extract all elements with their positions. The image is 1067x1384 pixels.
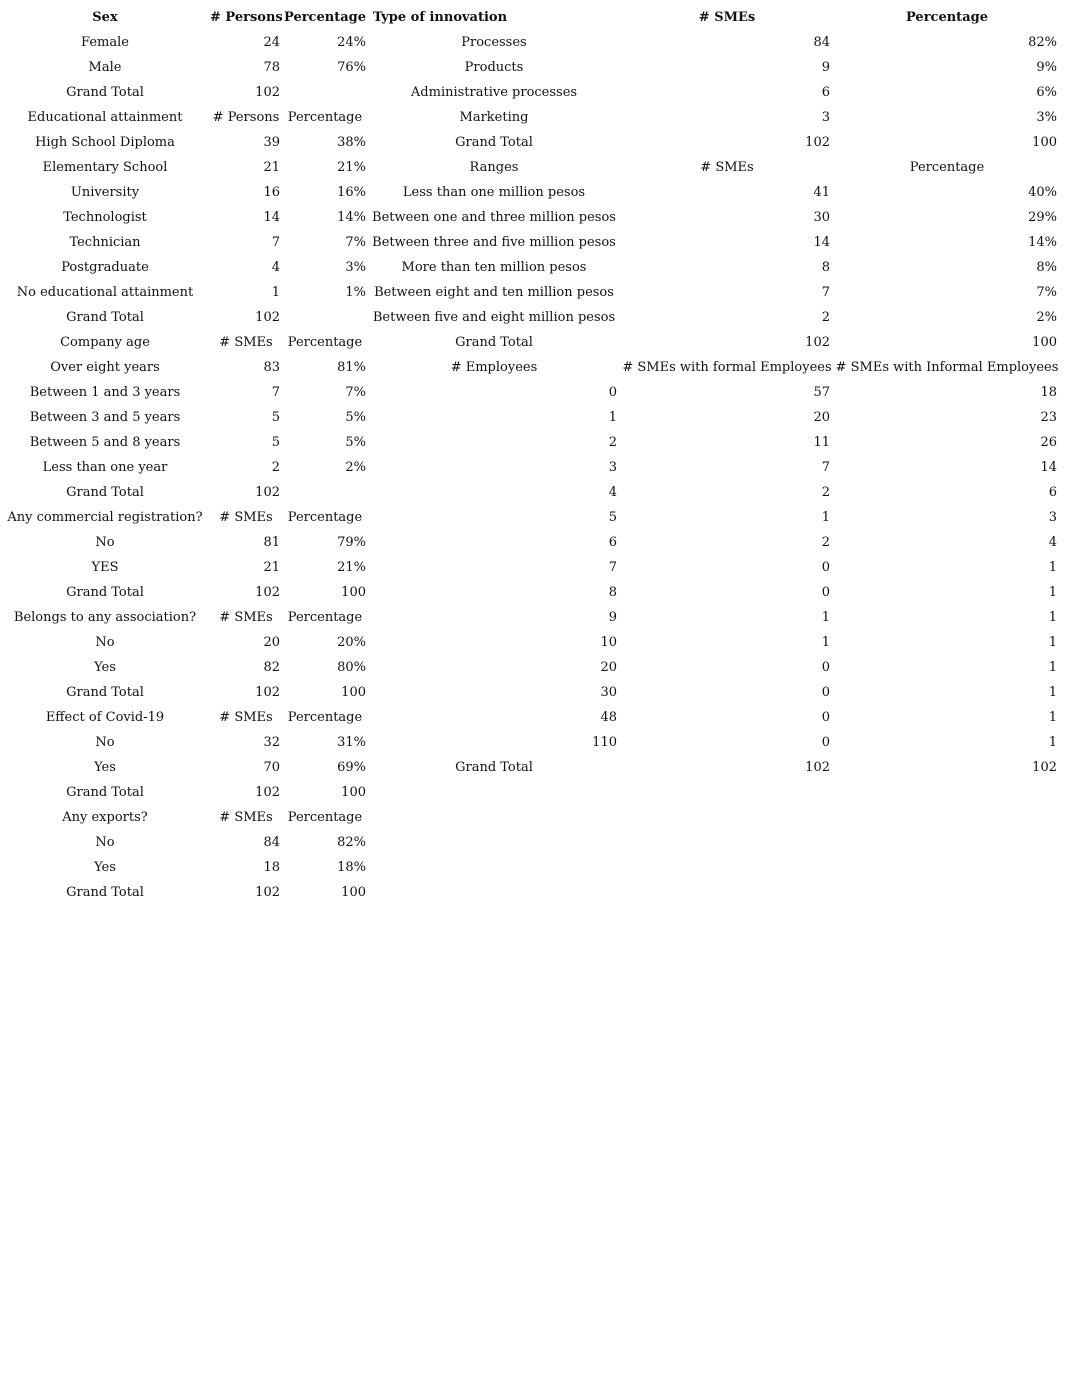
table-row bbox=[0, 305, 1067, 330]
header-count: # SMEs bbox=[698, 10, 756, 25]
row-label: 4 bbox=[608, 485, 617, 500]
table-row bbox=[0, 830, 1067, 855]
row-label: Postgraduate bbox=[61, 260, 149, 275]
table-row bbox=[0, 705, 1067, 730]
header-percentage: Percentage bbox=[287, 335, 363, 350]
total-count: 102 bbox=[255, 885, 280, 900]
row-percentage: 3% bbox=[345, 260, 366, 275]
row-percentage: 7% bbox=[345, 385, 366, 400]
row-label: Yes bbox=[94, 760, 116, 775]
row-label: YES bbox=[91, 560, 119, 575]
table-row bbox=[0, 230, 1067, 255]
row-percentage: 81% bbox=[337, 360, 366, 375]
header-category: Company age bbox=[60, 335, 150, 350]
header-percentage: Percentage bbox=[287, 510, 363, 525]
row-percentage: 14% bbox=[337, 210, 366, 225]
row-label: Less than one year bbox=[42, 460, 168, 475]
table-row bbox=[0, 630, 1067, 655]
row-count: 0 bbox=[821, 685, 830, 700]
row-percentage: 18 bbox=[1040, 385, 1057, 400]
row-count: 0 bbox=[821, 560, 830, 575]
row-count: 7 bbox=[271, 385, 280, 400]
total-label: Grand Total bbox=[455, 135, 533, 150]
row-percentage: 2% bbox=[1036, 310, 1057, 325]
row-count: 24 bbox=[263, 35, 280, 50]
row-count: 30 bbox=[813, 210, 830, 225]
header-category: Any exports? bbox=[62, 810, 148, 825]
row-label: 7 bbox=[608, 560, 617, 575]
row-count: 2 bbox=[271, 460, 280, 475]
total-percentage: 100 bbox=[341, 785, 366, 800]
row-count: 14 bbox=[813, 235, 830, 250]
total-percentage: 102 bbox=[1032, 760, 1057, 775]
row-label: No educational attainment bbox=[16, 285, 194, 300]
row-count: 78 bbox=[263, 60, 280, 75]
total-percentage: 100 bbox=[341, 885, 366, 900]
row-count: 3 bbox=[821, 110, 830, 125]
row-percentage: 3 bbox=[1048, 510, 1057, 525]
row-label: 1 bbox=[608, 410, 617, 425]
header-count: # SMEs bbox=[219, 710, 273, 725]
header-count: # SMEs with formal Employees bbox=[622, 360, 832, 375]
table-row bbox=[0, 405, 1067, 430]
row-count: 18 bbox=[263, 860, 280, 875]
row-percentage: 14% bbox=[1028, 235, 1057, 250]
row-percentage: 6% bbox=[1036, 85, 1057, 100]
row-count: 32 bbox=[263, 735, 280, 750]
row-count: 21 bbox=[263, 560, 280, 575]
row-percentage: 14 bbox=[1040, 460, 1057, 475]
row-percentage: 1 bbox=[1048, 735, 1057, 750]
row-label: Elementary School bbox=[42, 160, 168, 175]
row-percentage: 5% bbox=[345, 410, 366, 425]
row-label: More than ten million pesos bbox=[401, 260, 587, 275]
row-count: 84 bbox=[813, 35, 830, 50]
total-count: 102 bbox=[255, 85, 280, 100]
row-label: Between 5 and 8 years bbox=[29, 435, 181, 450]
row-percentage: 40% bbox=[1028, 185, 1057, 200]
row-label: Between 1 and 3 years bbox=[29, 385, 181, 400]
row-percentage: 1 bbox=[1048, 660, 1057, 675]
row-percentage: 7% bbox=[1036, 285, 1057, 300]
table-row bbox=[0, 555, 1067, 580]
row-count: 1 bbox=[821, 635, 830, 650]
header-category: Belongs to any association? bbox=[13, 610, 197, 625]
row-label: Over eight years bbox=[50, 360, 160, 375]
table-row bbox=[0, 530, 1067, 555]
row-percentage: 9% bbox=[1036, 60, 1057, 75]
row-label: No bbox=[95, 735, 115, 750]
row-count: 0 bbox=[821, 735, 830, 750]
table-header-employees bbox=[0, 355, 1067, 380]
row-count: 9 bbox=[821, 60, 830, 75]
table-row bbox=[0, 430, 1067, 455]
row-count: 7 bbox=[271, 235, 280, 250]
row-percentage: 8% bbox=[1036, 260, 1057, 275]
row-count: 11 bbox=[813, 435, 830, 450]
row-count: 8 bbox=[821, 260, 830, 275]
row-count: 2 bbox=[821, 485, 830, 500]
row-count: 57 bbox=[813, 385, 830, 400]
grand-total-row bbox=[0, 880, 1067, 905]
row-count: 5 bbox=[271, 410, 280, 425]
table-header-innovation bbox=[0, 5, 1067, 30]
row-label: Yes bbox=[94, 860, 116, 875]
header-percentage: # SMEs with Informal Employees bbox=[835, 360, 1059, 375]
row-count: 21 bbox=[263, 160, 280, 175]
header-percentage: Percentage bbox=[287, 710, 363, 725]
row-count: 7 bbox=[821, 285, 830, 300]
table-row bbox=[0, 505, 1067, 530]
row-percentage: 1 bbox=[1048, 585, 1057, 600]
row-count: 20 bbox=[263, 635, 280, 650]
header-percentage: Percentage bbox=[284, 10, 366, 25]
total-label: Grand Total bbox=[66, 885, 144, 900]
header-percentage: Percentage bbox=[906, 10, 988, 25]
row-label: 6 bbox=[608, 535, 617, 550]
row-label: Between one and three million pesos bbox=[372, 210, 616, 225]
table-row bbox=[0, 730, 1067, 755]
table-row bbox=[0, 855, 1067, 880]
row-label: Processes bbox=[461, 35, 527, 50]
row-label: Between five and eight million pesos bbox=[372, 310, 616, 325]
row-count: 0 bbox=[821, 710, 830, 725]
row-label: Between eight and ten million pesos bbox=[374, 285, 614, 300]
total-count: 102 bbox=[255, 485, 280, 500]
row-count: 39 bbox=[263, 135, 280, 150]
row-label: 3 bbox=[608, 460, 617, 475]
table-row bbox=[0, 205, 1067, 230]
row-percentage: 23 bbox=[1040, 410, 1057, 425]
total-count: 102 bbox=[805, 760, 830, 775]
table-row bbox=[0, 55, 1067, 80]
row-percentage: 69% bbox=[337, 760, 366, 775]
header-category: Ranges bbox=[469, 160, 519, 175]
table-row bbox=[0, 480, 1067, 505]
row-label: 8 bbox=[608, 585, 617, 600]
row-percentage: 26 bbox=[1040, 435, 1057, 450]
header-percentage: Percentage bbox=[909, 160, 985, 175]
row-percentage: 21% bbox=[337, 560, 366, 575]
grand-total-row bbox=[0, 130, 1067, 155]
total-label: Grand Total bbox=[66, 585, 144, 600]
total-percentage: 100 bbox=[1032, 335, 1057, 350]
row-count: 0 bbox=[821, 585, 830, 600]
total-label: Grand Total bbox=[455, 335, 533, 350]
grand-total-row bbox=[0, 755, 1067, 780]
row-percentage: 24% bbox=[337, 35, 366, 50]
row-label: 20 bbox=[600, 660, 617, 675]
row-label: No bbox=[95, 535, 115, 550]
header-category: Sex bbox=[92, 10, 118, 25]
row-percentage: 2% bbox=[345, 460, 366, 475]
table-row bbox=[0, 280, 1067, 305]
header-percentage: Percentage bbox=[287, 810, 363, 825]
row-label: 110 bbox=[592, 735, 617, 750]
total-count: 102 bbox=[255, 310, 280, 325]
row-count: 5 bbox=[271, 435, 280, 450]
row-label: Technologist bbox=[63, 210, 147, 225]
row-label: Marketing bbox=[459, 110, 529, 125]
row-label: Between 3 and 5 years bbox=[29, 410, 181, 425]
row-label: High School Diploma bbox=[35, 135, 175, 150]
row-percentage: 1 bbox=[1048, 635, 1057, 650]
row-percentage: 16% bbox=[337, 185, 366, 200]
table-row bbox=[0, 655, 1067, 680]
total-label: Grand Total bbox=[455, 760, 533, 775]
row-percentage: 4 bbox=[1048, 535, 1057, 550]
row-percentage: 1 bbox=[1048, 610, 1057, 625]
table-row bbox=[0, 605, 1067, 630]
row-label: University bbox=[70, 185, 140, 200]
header-count: # Persons bbox=[212, 110, 280, 125]
table-row bbox=[0, 255, 1067, 280]
total-count: 102 bbox=[255, 785, 280, 800]
row-count: 20 bbox=[813, 410, 830, 425]
header-percentage: Percentage bbox=[287, 110, 363, 125]
total-count: 102 bbox=[255, 685, 280, 700]
row-percentage: 79% bbox=[337, 535, 366, 550]
row-label: Between three and five million pesos bbox=[372, 235, 616, 250]
row-count: 70 bbox=[263, 760, 280, 775]
row-percentage: 1 bbox=[1048, 685, 1057, 700]
row-count: 2 bbox=[821, 310, 830, 325]
grand-total-row bbox=[0, 330, 1067, 355]
row-percentage: 3% bbox=[1036, 110, 1057, 125]
row-label: Technician bbox=[69, 235, 141, 250]
total-label: Grand Total bbox=[66, 685, 144, 700]
row-count: 2 bbox=[821, 535, 830, 550]
table-row bbox=[0, 80, 1067, 105]
row-label: 5 bbox=[608, 510, 617, 525]
row-count: 16 bbox=[263, 185, 280, 200]
row-label: Products bbox=[464, 60, 524, 75]
row-count: 1 bbox=[821, 610, 830, 625]
table-row bbox=[0, 180, 1067, 205]
header-category: Effect of Covid-19 bbox=[45, 710, 165, 725]
row-count: 81 bbox=[263, 535, 280, 550]
row-percentage: 21% bbox=[337, 160, 366, 175]
total-percentage: 100 bbox=[1032, 135, 1057, 150]
row-label: Male bbox=[88, 60, 122, 75]
table-row bbox=[0, 580, 1067, 605]
table-row bbox=[0, 380, 1067, 405]
row-count: 14 bbox=[263, 210, 280, 225]
total-percentage: 100 bbox=[341, 685, 366, 700]
row-count: 4 bbox=[271, 260, 280, 275]
header-category: # Employees bbox=[450, 360, 538, 375]
total-count: 102 bbox=[255, 585, 280, 600]
header-category: Type of innovation bbox=[373, 10, 508, 25]
table-header-exports bbox=[0, 805, 1067, 830]
row-percentage: 76% bbox=[337, 60, 366, 75]
row-percentage: 80% bbox=[337, 660, 366, 675]
total-percentage: 100 bbox=[341, 585, 366, 600]
row-percentage: 82% bbox=[1028, 35, 1057, 50]
row-percentage: 1% bbox=[345, 285, 366, 300]
row-percentage: 6 bbox=[1048, 485, 1057, 500]
row-count: 0 bbox=[821, 660, 830, 675]
table-header-ranges bbox=[0, 155, 1067, 180]
header-count: # SMEs bbox=[700, 160, 754, 175]
row-label: Administrative processes bbox=[410, 85, 578, 100]
row-count: 84 bbox=[263, 835, 280, 850]
total-label: Grand Total bbox=[66, 785, 144, 800]
total-count: 102 bbox=[805, 135, 830, 150]
table-row bbox=[0, 105, 1067, 130]
header-count: # SMEs bbox=[219, 810, 273, 825]
row-label: 30 bbox=[600, 685, 617, 700]
header-count: # Persons bbox=[210, 10, 283, 25]
header-percentage: Percentage bbox=[287, 610, 363, 625]
total-count: 102 bbox=[805, 335, 830, 350]
header-count: # SMEs bbox=[219, 335, 273, 350]
row-label: 10 bbox=[600, 635, 617, 650]
row-count: 41 bbox=[813, 185, 830, 200]
row-count: 83 bbox=[263, 360, 280, 375]
table-row bbox=[0, 30, 1067, 55]
row-label: Female bbox=[81, 35, 129, 50]
row-percentage: 29% bbox=[1028, 210, 1057, 225]
row-percentage: 5% bbox=[345, 435, 366, 450]
row-percentage: 1 bbox=[1048, 710, 1057, 725]
row-label: No bbox=[95, 635, 115, 650]
row-percentage: 1 bbox=[1048, 560, 1057, 575]
row-count: 82 bbox=[263, 660, 280, 675]
row-label: 0 bbox=[608, 385, 617, 400]
row-percentage: 38% bbox=[337, 135, 366, 150]
row-label: 2 bbox=[608, 435, 617, 450]
total-label: Grand Total bbox=[66, 310, 144, 325]
row-percentage: 82% bbox=[337, 835, 366, 850]
row-percentage: 31% bbox=[337, 735, 366, 750]
grand-total-row bbox=[0, 780, 1067, 805]
row-percentage: 7% bbox=[345, 235, 366, 250]
row-count: 1 bbox=[821, 510, 830, 525]
header-count: # SMEs bbox=[219, 610, 273, 625]
header-category: Educational attainment bbox=[27, 110, 183, 125]
row-label: Yes bbox=[94, 660, 116, 675]
total-label: Grand Total bbox=[66, 485, 144, 500]
row-label: Less than one million pesos bbox=[402, 185, 586, 200]
row-label: 48 bbox=[600, 710, 617, 725]
total-label: Grand Total bbox=[66, 85, 144, 100]
table-row bbox=[0, 680, 1067, 705]
row-count: 7 bbox=[821, 460, 830, 475]
table-row bbox=[0, 455, 1067, 480]
header-count: # SMEs bbox=[219, 510, 273, 525]
row-count: 1 bbox=[271, 285, 280, 300]
row-percentage: 20% bbox=[337, 635, 366, 650]
row-count: 6 bbox=[821, 85, 830, 100]
row-label: No bbox=[95, 835, 115, 850]
row-percentage: 18% bbox=[337, 860, 366, 875]
header-category: Any commercial registration? bbox=[7, 510, 203, 525]
row-label: 9 bbox=[608, 610, 617, 625]
